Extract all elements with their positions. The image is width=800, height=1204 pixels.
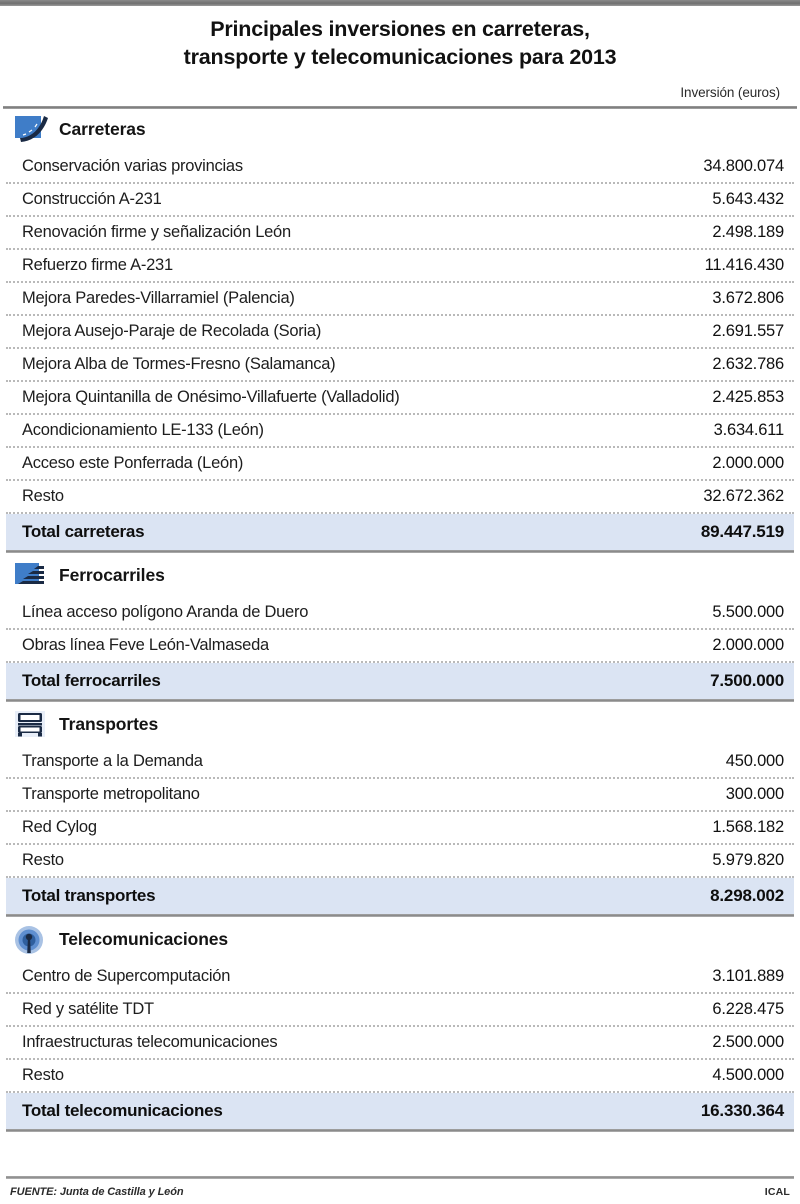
bus-icon bbox=[14, 709, 48, 741]
table-row bbox=[6, 382, 794, 415]
row-label: Resto bbox=[22, 486, 64, 505]
table-row bbox=[6, 1027, 794, 1060]
row-value: 4.500.000 bbox=[712, 1065, 784, 1084]
row-label: Mejora Ausejo-Paraje de Recolada (Soria) bbox=[22, 321, 322, 340]
section-telecomunicaciones bbox=[6, 919, 794, 1129]
table-row bbox=[6, 779, 794, 812]
row-label: Resto bbox=[22, 1065, 64, 1084]
total-value: 16.330.364 bbox=[700, 1100, 784, 1120]
row-value: 2.425.853 bbox=[712, 387, 784, 406]
table-row bbox=[6, 961, 794, 994]
section-title: Telecomunicaciones bbox=[59, 929, 229, 950]
section-header bbox=[6, 919, 794, 961]
row-value: 450.000 bbox=[725, 751, 784, 770]
section-title: Transportes bbox=[59, 714, 159, 735]
section-header bbox=[6, 109, 794, 151]
table-row bbox=[6, 349, 794, 382]
total-value: 7.500.000 bbox=[710, 670, 784, 690]
row-label: Mejora Paredes-Villarramiel (Palencia) bbox=[22, 288, 295, 307]
table-row bbox=[6, 1060, 794, 1093]
source-label: FUENTE: Junta de Castilla y León bbox=[10, 1186, 184, 1198]
section-header bbox=[6, 704, 794, 746]
table-row bbox=[6, 283, 794, 316]
row-value: 34.800.074 bbox=[703, 156, 784, 175]
header bbox=[0, 6, 800, 106]
table-row bbox=[6, 481, 794, 514]
table-row bbox=[6, 812, 794, 845]
page-title-line-2: transporte y telecomunicaciones para 2013 bbox=[183, 45, 617, 70]
row-value: 32.672.362 bbox=[703, 486, 784, 505]
table-row bbox=[6, 184, 794, 217]
row-value: 3.101.889 bbox=[712, 966, 784, 985]
row-label: Conservación varias provincias bbox=[22, 156, 243, 175]
row-value: 3.672.806 bbox=[712, 288, 784, 307]
table-row bbox=[6, 217, 794, 250]
row-value: 2.691.557 bbox=[712, 321, 784, 340]
section-carreteras bbox=[6, 109, 794, 550]
row-label: Mejora Alba de Tormes-Fresno (Salamanca) bbox=[22, 354, 336, 373]
total-row bbox=[6, 1093, 794, 1129]
row-value: 2.498.189 bbox=[712, 222, 784, 241]
table-row bbox=[6, 316, 794, 349]
table-row bbox=[6, 597, 794, 630]
table-row bbox=[6, 151, 794, 184]
total-value: 89.447.519 bbox=[700, 521, 784, 541]
row-label: Renovación firme y señalización León bbox=[22, 222, 291, 241]
section-header bbox=[6, 555, 794, 597]
total-label: Total telecomunicaciones bbox=[22, 1100, 223, 1120]
section-title: Ferrocarriles bbox=[59, 565, 165, 586]
total-label: Total transportes bbox=[22, 885, 156, 905]
total-row bbox=[6, 878, 794, 914]
row-value: 2.000.000 bbox=[712, 635, 784, 654]
table-row bbox=[6, 630, 794, 663]
row-label: Obras línea Feve León-Valmaseda bbox=[22, 635, 269, 654]
section-title: Carreteras bbox=[59, 119, 146, 140]
footer bbox=[0, 1179, 800, 1204]
row-value: 2.500.000 bbox=[712, 1032, 784, 1051]
antenna-icon bbox=[14, 924, 48, 956]
row-label: Línea acceso polígono Aranda de Duero bbox=[22, 602, 309, 621]
total-label: Total carreteras bbox=[22, 521, 145, 541]
table-row bbox=[6, 448, 794, 481]
total-row bbox=[6, 514, 794, 550]
row-label: Mejora Quintanilla de Onésimo-Villafuerte (Valladolid) bbox=[22, 387, 400, 406]
section-divider bbox=[6, 1129, 794, 1132]
section-divider bbox=[6, 699, 794, 702]
row-label: Construcción A-231 bbox=[22, 189, 162, 208]
total-value: 8.298.002 bbox=[710, 885, 784, 905]
row-label: Infraestructuras telecomunicaciones bbox=[22, 1032, 278, 1051]
row-label: Resto bbox=[22, 850, 64, 869]
row-value: 300.000 bbox=[725, 784, 784, 803]
page-title-line-1: Principales inversiones en carreteras, bbox=[210, 17, 590, 41]
row-label: Transporte metropolitano bbox=[22, 784, 200, 803]
section-ferrocarriles bbox=[6, 555, 794, 699]
page-title bbox=[14, 15, 786, 72]
total-row bbox=[6, 663, 794, 699]
road-icon bbox=[14, 114, 48, 146]
section-divider bbox=[6, 550, 794, 553]
total-label: Total ferrocarriles bbox=[22, 670, 161, 690]
section-divider bbox=[6, 914, 794, 917]
row-value: 5.500.000 bbox=[712, 602, 784, 621]
row-label: Red Cylog bbox=[22, 817, 97, 836]
table-body bbox=[0, 109, 800, 1176]
table-row bbox=[6, 845, 794, 878]
railway-icon bbox=[14, 560, 48, 592]
section-transportes bbox=[6, 704, 794, 914]
table-row bbox=[6, 994, 794, 1027]
row-value: 5.979.820 bbox=[712, 850, 784, 869]
table-row bbox=[6, 746, 794, 779]
row-value: 3.634.611 bbox=[713, 420, 784, 439]
row-label: Refuerzo firme A-231 bbox=[22, 255, 173, 274]
row-value: 6.228.475 bbox=[712, 999, 784, 1018]
table-row bbox=[6, 250, 794, 283]
row-label: Acondicionamiento LE-133 (León) bbox=[22, 420, 264, 439]
row-value: 11.416.430 bbox=[704, 255, 784, 274]
row-value: 2.000.000 bbox=[712, 453, 784, 472]
row-label: Transporte a la Demanda bbox=[22, 751, 203, 770]
row-label: Acceso este Ponferrada (León) bbox=[22, 453, 244, 472]
row-value: 5.643.432 bbox=[712, 189, 784, 208]
row-label: Red y satélite TDT bbox=[22, 999, 154, 1018]
table-row bbox=[6, 415, 794, 448]
row-label: Centro de Supercomputación bbox=[22, 966, 231, 985]
column-header-investment: Inversión (euros) bbox=[680, 84, 780, 100]
row-value: 2.632.786 bbox=[712, 354, 784, 373]
row-value: 1.568.182 bbox=[712, 817, 784, 836]
agency-label: ICAL bbox=[764, 1186, 790, 1198]
column-header-row bbox=[14, 72, 786, 106]
